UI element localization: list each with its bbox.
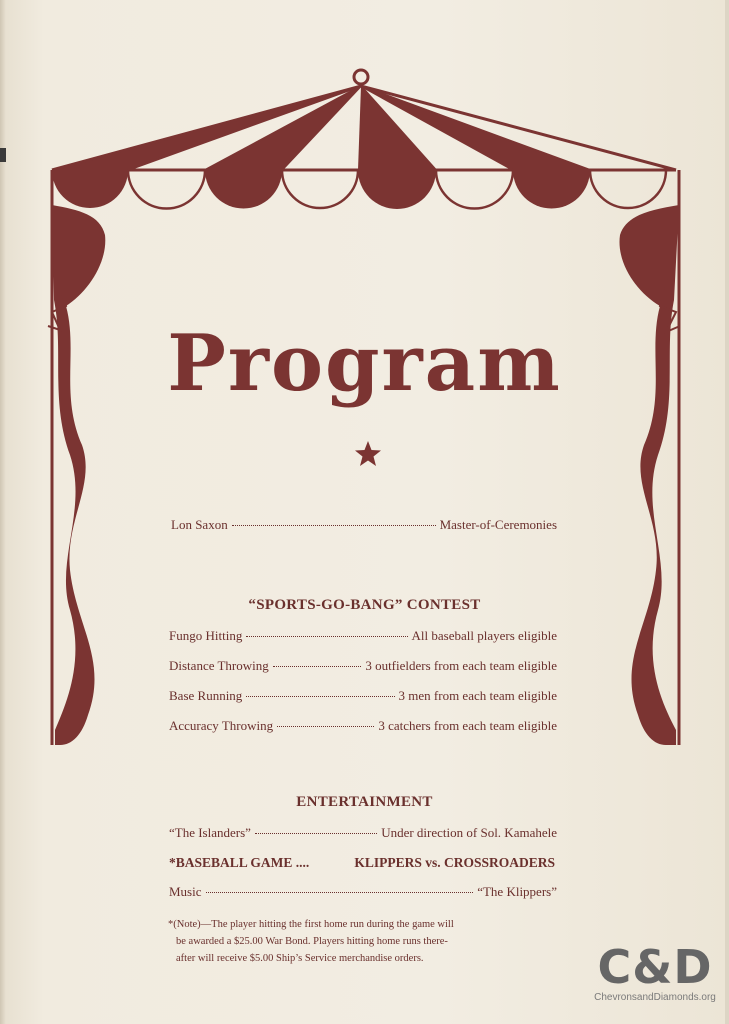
watermark-logo — [585, 942, 725, 1003]
game-label: *BASEBALL GAME .... — [169, 855, 310, 870]
event-name: Accuracy Throwing — [169, 718, 274, 733]
mc-name: Lon Saxon — [171, 517, 228, 532]
logo-site: ChevronsandDiamonds.org — [594, 992, 716, 1003]
leader-dots — [246, 636, 407, 637]
page-title: Program — [167, 318, 562, 409]
star-icon — [354, 440, 382, 468]
event-detail: All baseball players eligible — [411, 628, 557, 643]
contest-event-row — [169, 718, 557, 734]
footnote-line: after will receive $5.00 Ship’s Service merchandise orders. — [176, 953, 424, 964]
contest-event-row — [169, 658, 557, 674]
act-name: “The Islanders” — [169, 825, 251, 840]
event-detail: 3 men from each team eligible — [398, 688, 557, 703]
contest-event-row — [169, 628, 557, 644]
logo-mark: C&D — [597, 940, 713, 994]
leader-dots — [206, 892, 474, 893]
baseball-game-line — [169, 855, 555, 871]
music-row — [169, 884, 557, 900]
leader-dots — [232, 525, 436, 526]
leader-dots — [255, 833, 377, 834]
leader-dots — [246, 696, 394, 697]
music-label: Music — [169, 884, 202, 899]
entertainment-heading: ENTERTAINMENT — [296, 794, 433, 810]
event-name: Fungo Hitting — [169, 628, 243, 643]
footnote-line: *(Note)—The player hitting the first home run during the game will — [168, 919, 454, 930]
footnote-line: be awarded a $25.00 War Bond. Players hitting home runs there- — [176, 936, 448, 947]
contest-event-row — [169, 688, 557, 704]
event-detail: 3 outfielders from each team eligible — [365, 658, 557, 673]
game-matchup: KLIPPERS vs. CROSSROADERS — [354, 855, 555, 870]
event-name: Base Running — [169, 688, 243, 703]
contest-heading: “SPORTS-GO-BANG” CONTEST — [248, 597, 481, 613]
mc-line — [171, 517, 557, 533]
music-detail: “The Klippers” — [477, 884, 557, 899]
act-detail: Under direction of Sol. Kamahele — [381, 825, 557, 840]
mc-role: Master-of-Ceremonies — [439, 517, 557, 532]
entertainment-act-row — [169, 825, 557, 841]
event-detail: 3 catchers from each team eligible — [378, 718, 557, 733]
footnote — [168, 916, 558, 967]
leader-dots — [277, 726, 374, 727]
leader-dots — [273, 666, 362, 667]
event-name: Distance Throwing — [169, 658, 269, 673]
